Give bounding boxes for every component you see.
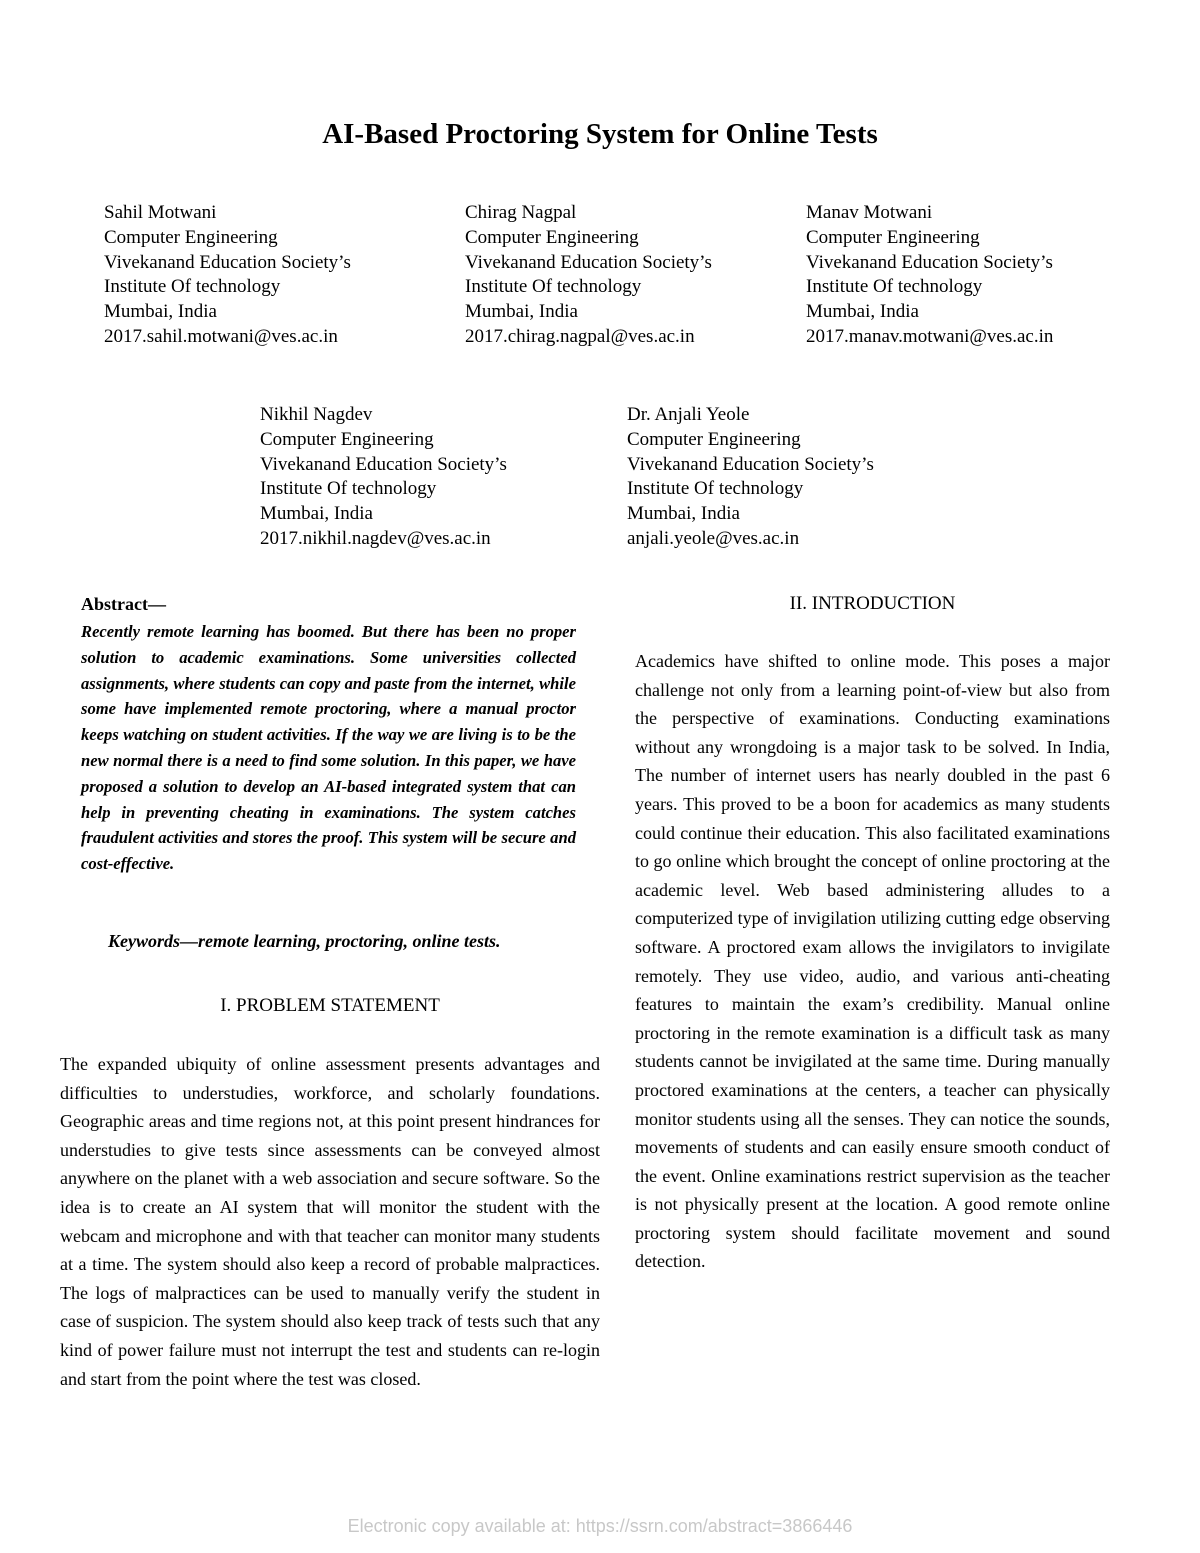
author-institution: Institute Of technology: [627, 478, 804, 500]
author-email: anjali.yeole@ves.ac.in: [627, 527, 800, 549]
author-block: [104, 201, 351, 350]
author-block: [465, 201, 712, 350]
author-institution: Institute Of technology: [104, 276, 281, 298]
author-name: Chirag Nagpal: [465, 202, 577, 223]
section-heading-introduction: II. INTRODUCTION: [789, 593, 956, 614]
author-institution: Institute Of technology: [465, 276, 642, 298]
paper-title: AI-Based Proctoring System for Online Tests: [322, 118, 878, 150]
author-name: Manav Motwani: [806, 202, 933, 223]
author-name: Nikhil Nagdev: [260, 404, 373, 425]
footer-watermark: Electronic copy available at: https://ssrn.com/abstract=3866446: [347, 1516, 853, 1536]
author-location: Mumbai, India: [465, 301, 578, 323]
section-heading-problem-statement: I. PROBLEM STATEMENT: [220, 995, 440, 1016]
author-email: 2017.manav.motwani@ves.ac.in: [806, 325, 1054, 347]
author-name: Dr. Anjali Yeole: [627, 404, 750, 425]
author-email: 2017.nikhil.nagdev@ves.ac.in: [260, 527, 491, 549]
author-name: Sahil Motwani: [104, 202, 217, 223]
author-email: 2017.sahil.motwani@ves.ac.in: [104, 325, 338, 347]
section-body-introduction: Academics have shifted to online mode. This poses a major challenge not only from a learning point-of-view but also from the perspective of examinations. Conducting examinations without any wrongdoing is a major task to be solved. In India, The number of internet users has nearly doubled in the past 6 years. This proved to be a boon for academics as many students could continue their education. This also facilitated examinations to go online which brought the concept of online proctoring at the academic level. Web based administering alludes to a computerized type of invigilation utilizing cutting edge observing software. A proctored exam allows the invigilators to invigilate remotely. They use video, audio, and various anti-cheating features to maintain the exam’s credibility. Manual online proctoring in the remote examination is a difficult task as many students cannot be invigilated at the same time. During manually proctored examinations at the centers, a teacher can physically monitor students using all the senses. They can notice the sounds, movements of students and can easily ensure smooth conduct of the event. Online examinations restrict supervision as the teacher is not physically present at the location. A good remote online proctoring system should facilitate movement and sound detection.: [635, 651, 1110, 1272]
author-location: Mumbai, India: [627, 503, 740, 525]
author-block: [806, 201, 1053, 350]
author-department: Computer Engineering: [806, 226, 980, 248]
author-institution: Vivekanand Education Society’s: [806, 251, 1053, 273]
author-institution: Institute Of technology: [806, 276, 983, 298]
author-institution: Vivekanand Education Society’s: [260, 453, 507, 475]
author-block: [627, 403, 874, 552]
abstract-label: Abstract—: [81, 594, 166, 614]
author-department: Computer Engineering: [260, 428, 434, 450]
author-location: Mumbai, India: [260, 503, 373, 525]
author-department: Computer Engineering: [104, 226, 278, 248]
section-body-problem-statement: The expanded ubiquity of online assessment presents advantages and difficulties to understudies, workforce, and scholarly foundations. Geographic areas and time regions not, at this point present hindrances for understudies to give tests since assessments can be conveyed almost anywhere on the planet with a web association and secure software. So the idea is to create an AI system that will monitor the student with the webcam and microphone and with that teacher can monitor many students at a time. The system should also keep a record of probable malpractices. The logs of malpractices can be used to manually verify the student in case of suspicion. The system should also keep track of tests such that any kind of power failure must not interrupt the test and students can re-login and start from the point where the test was closed.: [60, 1054, 600, 1389]
author-institution: Vivekanand Education Society’s: [627, 453, 874, 475]
author-department: Computer Engineering: [627, 428, 801, 450]
author-institution: Vivekanand Education Society’s: [465, 251, 712, 273]
author-email: 2017.chirag.nagpal@ves.ac.in: [465, 325, 695, 347]
abstract-text: Recently remote learning has boomed. But there has been no proper solution to academic examinations. Some universities collected assignments, where students can copy and paste from the internet, while some have implemented remote proctoring, where a manual proctor keeps watching on student activities. If the way we are living is to be the new normal there is a need to find some solution. In this paper, we have proposed a solution to develop an AI-based integrated system that can help in preventing cheating in examinations. The system catches fraudulent activities and stores the proof. This system will be secure and cost-effective.: [81, 622, 576, 874]
author-location: Mumbai, India: [806, 301, 919, 323]
author-department: Computer Engineering: [465, 226, 639, 248]
author-institution: Vivekanand Education Society’s: [104, 251, 351, 273]
author-location: Mumbai, India: [104, 301, 217, 323]
author-block: [260, 403, 507, 552]
author-institution: Institute Of technology: [260, 478, 437, 500]
keywords: Keywords—remote learning, proctoring, online tests.: [108, 931, 501, 951]
